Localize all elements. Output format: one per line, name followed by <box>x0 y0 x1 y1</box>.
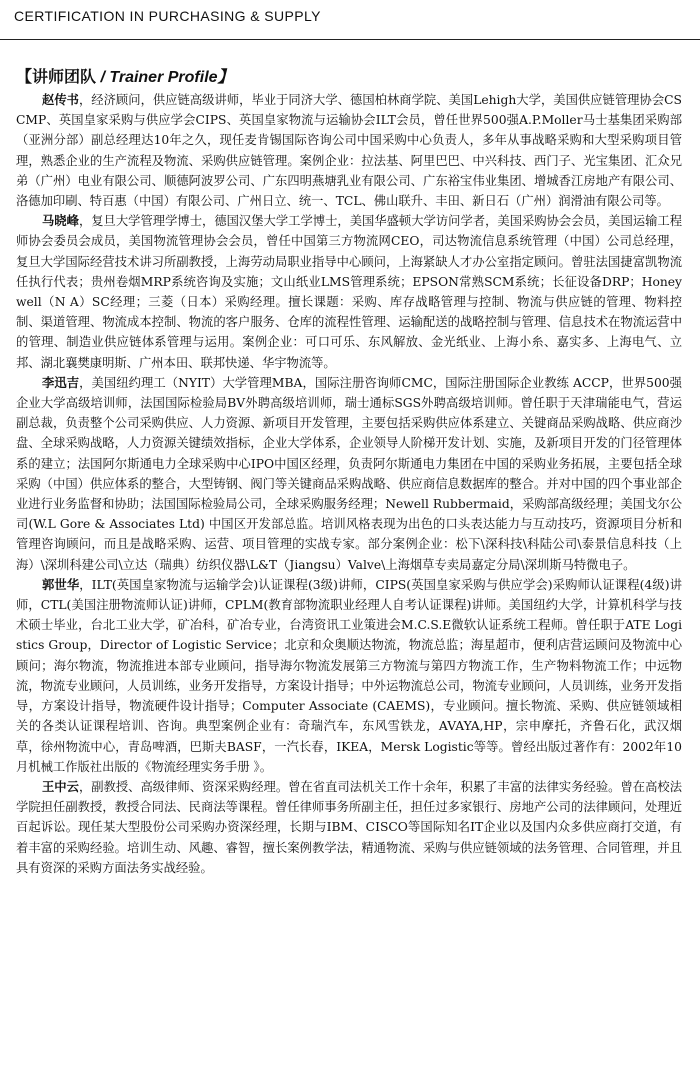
trainer-bio <box>16 575 682 777</box>
header-divider <box>0 39 700 40</box>
document-header: CERTIFICATION IN PURCHASING & SUPPLY <box>14 8 321 24</box>
trainer-name: 王中云 <box>42 779 79 794</box>
trainer-bio <box>16 211 682 373</box>
trainer-description: ，经济顾问，供应链高级讲师，毕业于同济大学、德国柏林商学院、美国Lehigh大学，美国供应链管理协会CSCMP、英国皇家采购与供应学会CIPS、英国皇家物流与运输协会ILT会员，曾任世界500强A.P.Moller马士基集团采购部（亚洲分部）副总经理达10年之久，现任麦肯锡国际咨询公司中国采购中心负责人，多年从事战略采购和大型采购项目管理，熟悉企业的生产流程及物流、采购供应链管理。案例企业：拉法基、阿里巴巴、中兴科技、西门子、光宝集团、汇众兄弟（广州）电业有限公司、顺德阿波罗公司、广东四明燕塘乳业有限公司、广东裕宝伟业集团、增城香江房地产有限公司、洛德加印刷、特百惠（中国）有限公司、广州日立、统一、TCL、佛山联升、丰田、新日石（广州）润滑油有限公司等。 <box>16 93 682 209</box>
trainer-description: ，ILT(英国皇家物流与运输学会)认证课程(3级)讲师，CIPS(英国皇家采购与供应学会)采购师认证课程(4级)讲师，CTL(美国注册物流师认证)讲师，CPLM(教育部物流职业经理人自考认证课程)讲师。美国纽约大学，计算机科学与技术硕士毕业，台北工业大学，矿冶科，矿冶专业，台湾资讯工业策进会M.C.S.E微软认证系统工程师。曾任职于ATE Logistics Group，Director of Logistic Service；北京和众奥顺达物流，物流总监；海星超市，便利店营运顾问及物流中心顾问；海尔物流，物流推进本部专业顾问，指导海尔物流发展第三方物流与第四方物流工作，生产物料物流工作；中远物流，物流专业顾问，人员训练，业务开发指导，方案设计指导；中外运物流总公司，物流专业顾问，人员训练，业务开发指导，方案设计指导，物流硬件设计指导；Computer Associate (CAEMS)，专业顾问。擅长物流、采购、供应链领域相关的各类认证课程培训、咨询。典型案例企业有：奇瑞汽车，东风雪铁龙，AVAYA,HP，宗申摩托，齐鲁石化，武汉烟草，徐州物流中心，青岛啤酒，巴斯夫BASF，一汽长春，IKEA，Mersk Logistic等等。曾经出版过著作有：2002年10月机械工作版社出版的《物流经理实务手册 》。 <box>16 577 682 774</box>
trainer-name: 赵传书 <box>42 93 79 107</box>
trainer-name: 李迅吉 <box>42 375 80 390</box>
trainer-description: ，副教授、高级律师、资深采购经理。曾在省直司法机关工作十余年，积累了丰富的法律实务经验。曾在高校法学院担任副教授，教授合同法、民商法等课程。曾任律师事务所副主任，担任过多家银行、房地产公司的法律顾问，处理近百起诉讼。现任某大型股份公司采购办资深经理，长期与IBM、CISCO等国际知名IT企业以及国内众多供应商打交道，有着丰富的采购经验。培训生动、风趣、睿智，擅长案例教学法，精通物流、采购与供应链领域的法务管理、合同管理，并且具有资深的采购方面法务实战经验。 <box>16 779 682 875</box>
trainer-profile-section <box>16 64 682 878</box>
section-title-en: / Trainer Profile】 <box>96 69 234 86</box>
trainer-bio <box>16 373 682 575</box>
section-title <box>16 64 682 87</box>
trainer-description: ，复旦大学管理学博士，德国汉堡大学工学博士，美国华盛顿大学访问学者，美国采购协会会员，美国运输工程师协会委员会成员，美国物流管理协会会员，曾任中国第三方物流网CEO，司达物流信息系统管理（中国）公司总经理，复旦大学国际经营技术讲习所副教授，上海劳动局职业指导中心顾问，上海紧缺人才办公室指定顾问。曾驻法国捷富凯物流任执行代表；贵州卷烟MRP系统咨询及实施；文山纸业LMS管理系统；EPSON常熟SCM系统；长征设备DRP；Honeywell（N A）SC经理；三菱（日本）采购经理。擅长课题：采购、库存战略管理与控制、物流与供应链的管理、物料控制、渠道管理、物流成本控制、物流的客户服务、仓库的流程性管理、运输配送的战略控制与管理、信息技术在物流运营中的管理、制造业供应链体系管理与运用。案例企业：可口可乐、东风解放、金光纸业、上海小糸、嘉实多、上海电气、立邦、湖北襄樊康明斯、广州本田、联邦快递、华宇物流等。 <box>16 214 682 370</box>
section-title-cn: 【讲师团队 <box>16 67 97 86</box>
trainer-name: 郭世华 <box>42 577 80 592</box>
trainer-bio <box>16 90 682 211</box>
trainer-description: ，美国纽约理工（NYIT）大学管理MBA，国际注册咨询师CMC，国际注册国际企业教练 ACCP，世界500强企业大学高级培训师，法国国际检验局BV外聘高级培训师，瑞士通标SGS外聘高级培训师。曾任职于天津瑞能电气，营运副总裁，负责整个公司采购供应、人力资源、新项目开发管理，主要包括采购供应体系建立、关键商品采购战略、供应商沙盘、全球采购战略，人力资源关键绩效指标，企业大学体系，企业领导人阶梯开发计划、实施，及新项目开发的门径管理体系的建立；法国阿尔斯通电力全球采购中心IPO中国区经理，负责阿尔斯通电力集团在中国的采购业务拓展，主要包括全球采购（中国）供应体系的整合，大型铸钢、阀门等关键商品采购战略、供应商信息数据库的整合。并对中国的四个事业部企业进行业务监督和协助；法国国际检验局公司，全球采购服务经理；Newell Rubbermaid，采购部高级经理；美国戈尔公司(W.L Gore & Associates Ltd) 中国区开发部总监。培训风格表现为出色的口头表达能力与互动技巧，资源项目分析和管理咨询顾问，而且是战略采购、运营、项目管理的实战专家。部分案例企业：松下\深科技\科陆公司\泰景信息科技（上海）\深圳科建公司\立达（瑞典）纺织仪器\L&T（Jiangsu）Valve\上海烟草专卖局嘉定分局\深圳斯马特微电子。 <box>16 375 682 572</box>
trainer-name: 马晓峰 <box>42 214 79 229</box>
trainer-bio <box>16 777 682 878</box>
